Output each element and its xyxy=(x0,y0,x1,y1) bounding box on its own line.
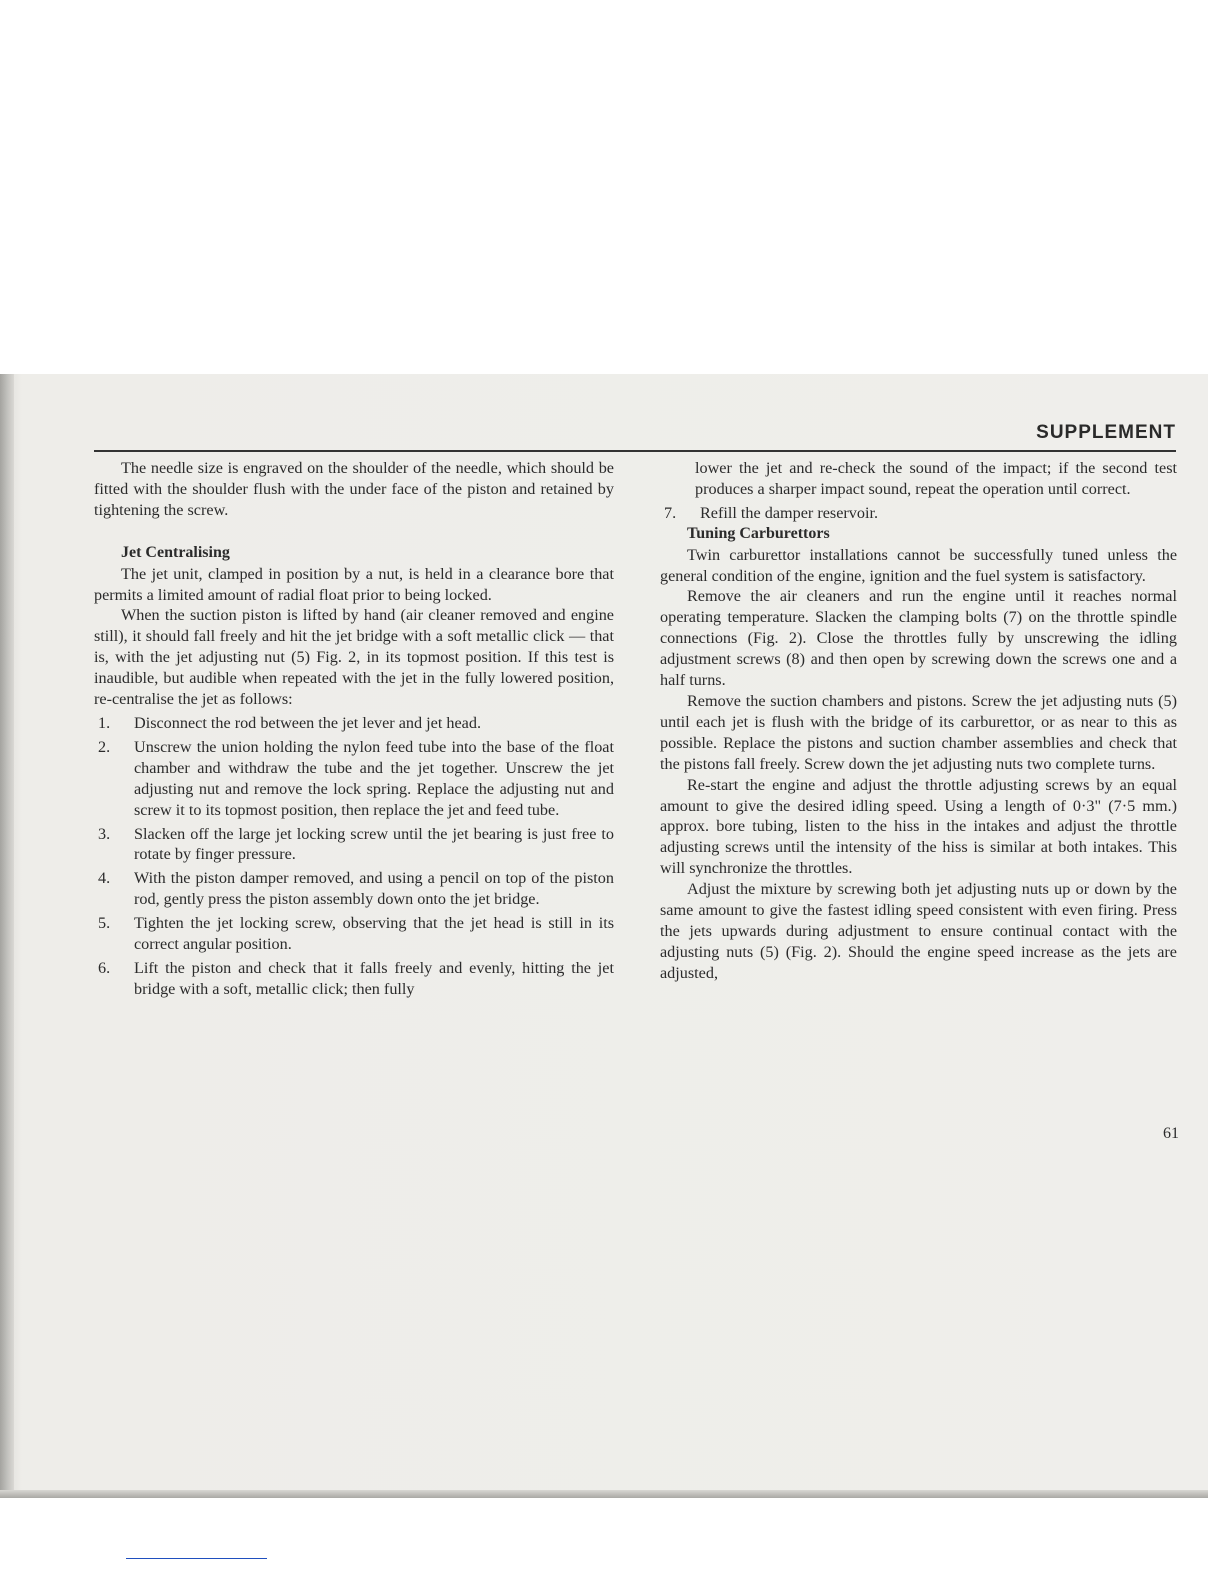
list-text: Disconnect the rod between the jet lever and jet head. xyxy=(134,713,481,732)
page-bottom-edge xyxy=(0,1490,1208,1498)
footer-link-underline[interactable] xyxy=(126,1558,267,1559)
list-item-4 xyxy=(94,868,614,910)
right-column xyxy=(660,458,1177,984)
list-text: Refill the damper reservoir. xyxy=(700,503,878,522)
list-number: 5. xyxy=(98,914,111,933)
header-rule xyxy=(94,450,1176,452)
tuning-paragraph-5: Adjust the mixture by screwing both jet adjusting nuts up or down by the same amount to give the fastest idling speed consistent with even firing. Press the jets upwards during adjustment to ensure continual contact with the adjusting nuts (5) (Fig. 2). Should the engine speed increase as the jets are adjusted, xyxy=(660,880,1177,982)
list-text: With the piston damper removed, and using a pencil on top of the piston rod, gently press the piston assembly down onto the jet bridge. xyxy=(134,869,614,909)
list-text: Slacken off the large jet locking screw until the jet bearing is just free to rotate by finger pressure. xyxy=(134,824,614,864)
jet-paragraph-1: The jet unit, clamped in position by a nut, is held in a clearance bore that permits a limited amount of radial float prior to being locked. xyxy=(94,564,614,604)
list-item-3 xyxy=(94,824,614,866)
list-item-5 xyxy=(94,913,614,955)
list-number: 2. xyxy=(98,737,111,756)
list-item-7 xyxy=(660,503,1177,524)
list-text: Lift the piston and check that it falls freely and evenly, hitting the jet bridge with a soft, metallic click; then fully xyxy=(134,958,614,998)
list-item-2 xyxy=(94,737,614,821)
spine-shadow xyxy=(0,374,14,1498)
list-item-6 xyxy=(94,958,614,1000)
list-number: 6. xyxy=(98,958,111,977)
list-item-1 xyxy=(94,713,614,734)
heading-jet-centralising: Jet Centralising xyxy=(121,543,230,561)
page-number: 61 xyxy=(1163,1125,1179,1142)
tuning-paragraph-4: Re-start the engine and adjust the throttle adjusting screws by an equal amount to give the desired idling speed. Using a length of 0·3" (7·5 mm.) approx. bore tubing, listen to the hiss in the intakes and adjust the throttle adjusting screws until the intensity of the hiss is similar at both intakes. This will synchronize the throttles. xyxy=(660,775,1177,878)
list-number: 7. xyxy=(664,503,677,522)
left-column xyxy=(94,458,614,1000)
continuation-paragraph: lower the jet and re-check the sound of the impact; if the second test produces a sharper impact sound, repeat the operation until correct. xyxy=(695,459,1177,498)
tuning-paragraph-2: Remove the air cleaners and run the engine until it reaches normal operating temperature. Slacken the clamping bolts (7) on the throttle spindle connections (Fig. 2). Close the throttles fully by unscrewing the idling adjustment screws (8) and then open by screwing down the screws one and a half turns. xyxy=(660,587,1177,690)
list-number: 4. xyxy=(98,869,111,888)
heading-tuning-carburettors: Tuning Carburettors xyxy=(687,524,830,542)
list-number: 1. xyxy=(98,713,111,732)
section-title: SUPPLEMENT xyxy=(1036,422,1176,443)
list-number: 3. xyxy=(98,824,111,843)
intro-paragraph: The needle size is engraved on the shoulder of the needle, which should be fitted with the shoulder flush with the under face of the piston and retained by tightening the screw. xyxy=(94,459,614,519)
list-text: Tighten the jet locking screw, observing that the jet head is still in its correct angular position. xyxy=(134,914,614,954)
jet-paragraph-2: When the suction piston is lifted by hand (air cleaner removed and engine still), it should fall freely and hit the jet bridge with a soft metallic click — that is, with the jet adjusting nut (5) Fig. 2, in its topmost position. If this test is inaudible, but audible when repeated with the jet in the fully lowered position, re-centralise the jet as follows: xyxy=(94,606,614,709)
list-text: Unscrew the union holding the nylon feed tube into the base of the float chamber and withdraw the tube and the jet together. Unscrew the jet adjusting nut and remove the lock spring. Replace the adjusting nut and screw it to its topmost position, then replace the jet and feed tube. xyxy=(134,737,614,819)
tuning-paragraph-3: Remove the suction chambers and pistons. Screw the jet adjusting nuts (5) until each jet is flush with the bridge of its carburettor, or as near to this as possible. Replace the pistons and suction chamber assemblies and check that the pistons fall freely. Screw down the jet adjusting nuts two complete turns. xyxy=(660,691,1177,773)
tuning-paragraph-1: Twin carburettor installations cannot be successfully tuned unless the general condition of the engine, ignition and the fuel system is satisfactory. xyxy=(660,545,1177,585)
